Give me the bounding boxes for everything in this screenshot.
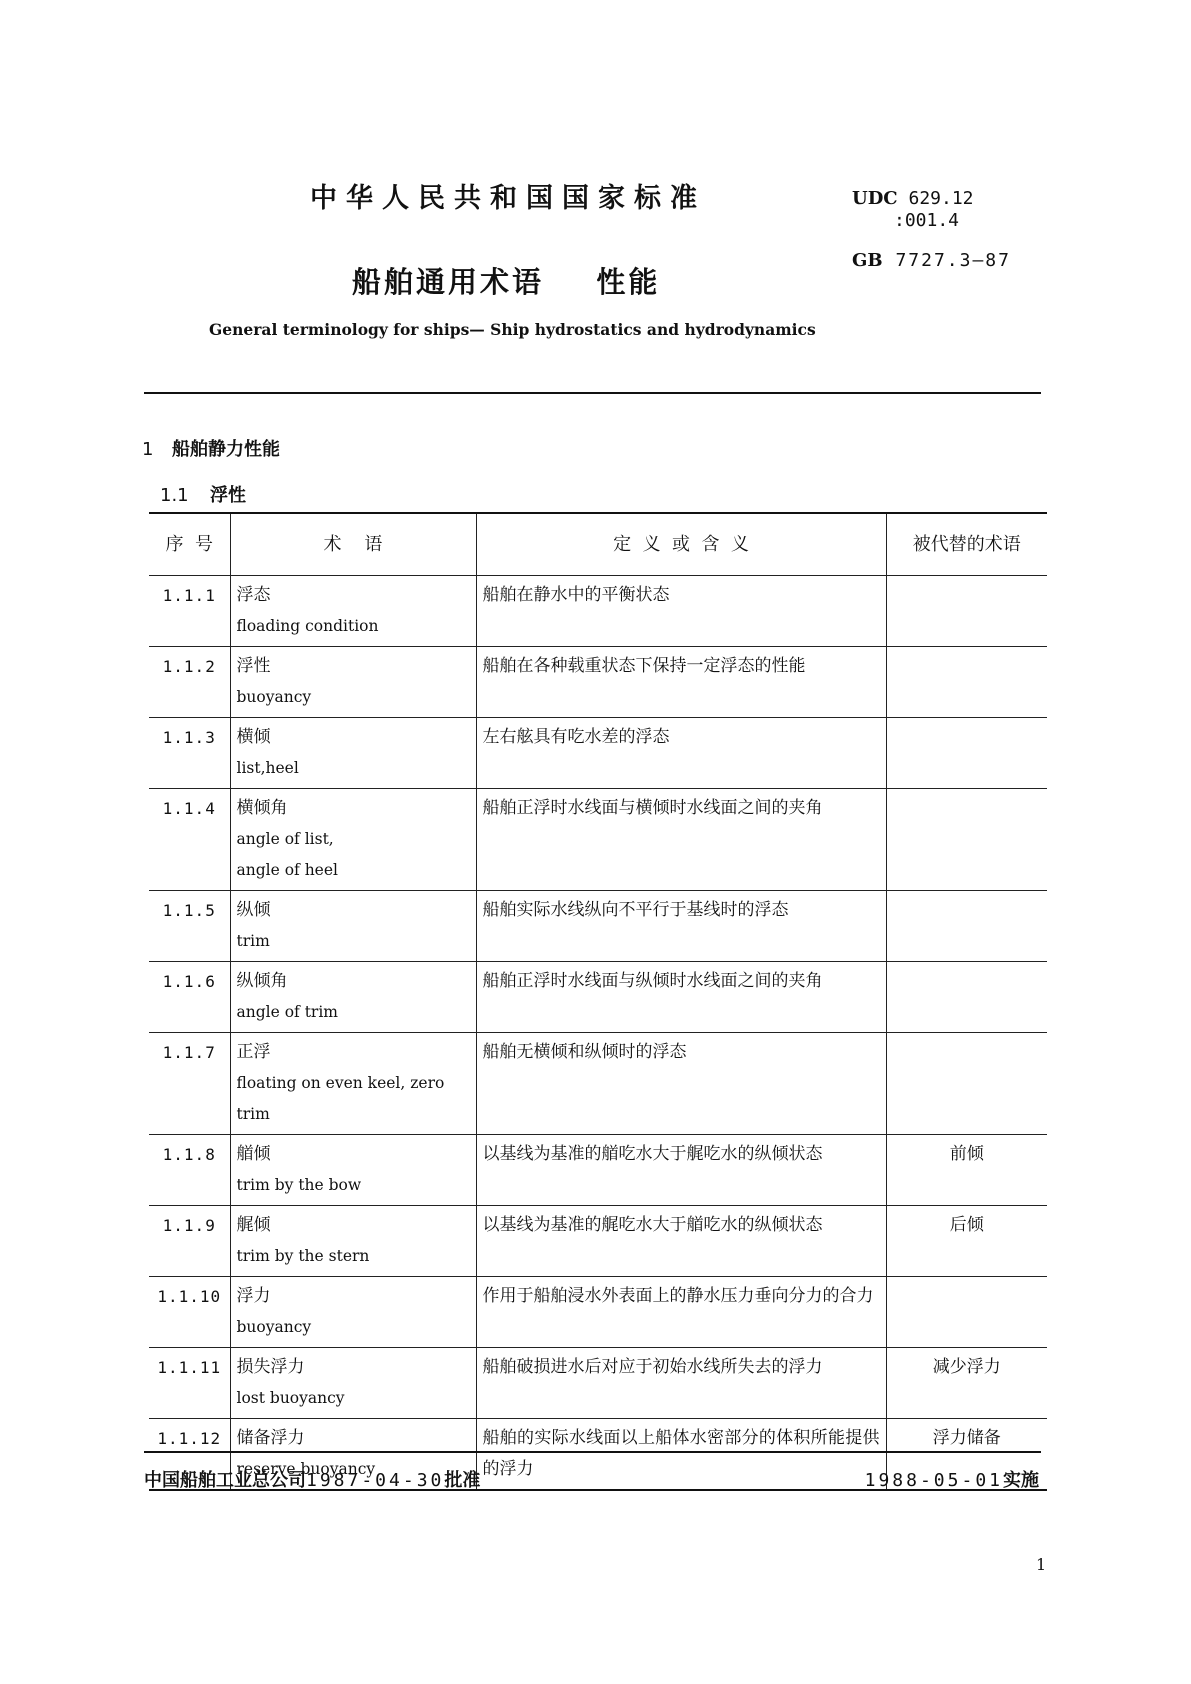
- effective-date: 1988-05-01: [864, 1470, 1003, 1491]
- english-title: General terminology for ships— Ship hydrostatics and hydrodynamics: [209, 320, 816, 339]
- term-definition: 船舶正浮时水线面与横倾时水线面之间的夹角: [476, 789, 886, 891]
- term-number: 1.1.10: [149, 1277, 230, 1348]
- table-row: [149, 1206, 1047, 1277]
- approve-label: 批准: [444, 1470, 481, 1491]
- effective-info: [865, 1466, 1039, 1492]
- replaced-term: 后倾: [886, 1206, 1047, 1277]
- term-definition: 船舶的实际水线面以上船体水密部分的体积所能提供的浮力: [476, 1419, 886, 1491]
- term-definition: 作用于船舶浸水外表面上的静水压力垂向分力的合力: [476, 1277, 886, 1348]
- approve-date: 1987-04-30: [306, 1470, 445, 1491]
- term-chinese: 纵倾角: [236, 971, 288, 991]
- table-row: [149, 718, 1047, 789]
- term-english: angle of trim: [236, 1003, 338, 1021]
- gb-number-value: 7727.3—87: [895, 250, 1011, 271]
- header-rule: [144, 392, 1041, 394]
- term-chinese: 横倾: [236, 727, 271, 747]
- term-number: 1.1.3: [149, 718, 230, 789]
- replaced-term: [886, 1033, 1047, 1135]
- approver: 中国船舶工业总公司: [144, 1470, 306, 1491]
- term-english: floating on even keel, zero trim: [236, 1074, 445, 1123]
- header-replaced-term: 被代替的术语: [886, 513, 1047, 576]
- term-chinese: 储备浮力: [236, 1428, 305, 1448]
- term-cell: [230, 789, 476, 891]
- section-1-heading: [142, 435, 280, 461]
- term-english: trim by the bow: [236, 1176, 362, 1194]
- term-english: reserve buoyancy: [236, 1460, 376, 1478]
- term-chinese: 艉倾: [236, 1215, 271, 1235]
- term-number: 1.1.1: [149, 576, 230, 647]
- term-definition: 船舶破损进水后对应于初始水线所失去的浮力: [476, 1348, 886, 1419]
- term-cell: [230, 1277, 476, 1348]
- replaced-term: [886, 576, 1047, 647]
- term-chinese: 浮性: [236, 656, 271, 676]
- term-chinese: 浮态: [236, 585, 271, 605]
- replaced-term: [886, 891, 1047, 962]
- replaced-term: 减少浮力: [886, 1348, 1047, 1419]
- table-header-row: [149, 513, 1047, 576]
- term-definition: 船舶在各种载重状态下保持一定浮态的性能: [476, 647, 886, 718]
- replaced-term: 前倾: [886, 1135, 1047, 1206]
- standard-type: 中华人民共和国国家标准: [310, 183, 706, 214]
- term-definition: 左右舷具有吃水差的浮态: [476, 718, 886, 789]
- term-english: buoyancy: [236, 1318, 312, 1336]
- terminology-table: [149, 512, 1047, 1491]
- term-cell: [230, 576, 476, 647]
- term-chinese: 纵倾: [236, 900, 271, 920]
- document-title: 船舶通用术语 性能: [352, 265, 661, 299]
- replaced-term: 浮力储备: [886, 1419, 1047, 1491]
- gb-label: GB: [852, 250, 883, 271]
- replaced-term: [886, 1277, 1047, 1348]
- replaced-term: [886, 647, 1047, 718]
- term-chinese: 艏倾: [236, 1144, 271, 1164]
- term-definition: 船舶正浮时水线面与纵倾时水线面之间的夹角: [476, 962, 886, 1033]
- term-cell: [230, 1135, 476, 1206]
- table-row: [149, 1277, 1047, 1348]
- section-1-title: 船舶静力性能: [172, 439, 280, 460]
- table-row: [149, 1033, 1047, 1135]
- header-number: 序 号: [149, 513, 230, 576]
- table-row: [149, 576, 1047, 647]
- table-row: [149, 789, 1047, 891]
- section-1-number: 1: [142, 439, 154, 460]
- term-english: trim: [236, 932, 270, 950]
- term-english: floading condition: [236, 617, 379, 635]
- page-number: 1: [1036, 1555, 1047, 1574]
- term-definition: 船舶无横倾和纵倾时的浮态: [476, 1033, 886, 1135]
- term-chinese: 损失浮力: [236, 1357, 305, 1377]
- header-term: 术 语: [230, 513, 476, 576]
- term-english: lost buoyancy: [236, 1389, 345, 1407]
- term-cell: [230, 1033, 476, 1135]
- udc-label: UDC: [852, 188, 898, 209]
- term-definition: 船舶实际水线纵向不平行于基线时的浮态: [476, 891, 886, 962]
- gb-number: [852, 250, 1011, 271]
- section-1-1-heading: [160, 481, 246, 507]
- term-cell: [230, 647, 476, 718]
- table-row: [149, 1135, 1047, 1206]
- term-number: 1.1.11: [149, 1348, 230, 1419]
- term-number: 1.1.2: [149, 647, 230, 718]
- term-number: 1.1.4: [149, 789, 230, 891]
- term-english: trim by the stern: [236, 1247, 370, 1265]
- term-number: 1.1.9: [149, 1206, 230, 1277]
- term-chinese: 横倾角: [236, 798, 288, 818]
- approval-info: [144, 1466, 480, 1492]
- effective-label: 实施: [1003, 1470, 1039, 1491]
- term-cell: [230, 718, 476, 789]
- footer-rule: [144, 1451, 1041, 1453]
- replaced-term: [886, 789, 1047, 891]
- term-number: 1.1.12: [149, 1419, 230, 1491]
- table-row: [149, 647, 1047, 718]
- table-row: [149, 1348, 1047, 1419]
- term-definition: 以基线为基准的艏吃水大于艉吃水的纵倾状态: [476, 1135, 886, 1206]
- udc-code: [852, 188, 974, 232]
- udc-line1: 629.12: [908, 188, 974, 209]
- replaced-term: [886, 718, 1047, 789]
- replaced-term: [886, 962, 1047, 1033]
- header-definition: 定 义 或 含 义: [476, 513, 886, 576]
- term-cell: [230, 1206, 476, 1277]
- term-chinese: 正浮: [236, 1042, 271, 1062]
- term-number: 1.1.7: [149, 1033, 230, 1135]
- term-english: angle of list, angle of heel: [236, 830, 338, 879]
- section-1-1-title: 浮性: [210, 485, 246, 506]
- term-number: 1.1.6: [149, 962, 230, 1033]
- term-english: buoyancy: [236, 688, 312, 706]
- term-definition: 船舶在静水中的平衡状态: [476, 576, 886, 647]
- term-number: 1.1.8: [149, 1135, 230, 1206]
- table-row: [149, 891, 1047, 962]
- term-chinese: 浮力: [236, 1286, 271, 1306]
- term-english: list,heel: [236, 759, 299, 777]
- term-definition: 以基线为基准的艉吃水大于艏吃水的纵倾状态: [476, 1206, 886, 1277]
- term-number: 1.1.5: [149, 891, 230, 962]
- term-cell: [230, 962, 476, 1033]
- section-1-1-number: 1.1: [160, 485, 189, 506]
- udc-line2: :001.4: [894, 210, 960, 231]
- table-row: [149, 962, 1047, 1033]
- term-cell: [230, 891, 476, 962]
- term-cell: [230, 1348, 476, 1419]
